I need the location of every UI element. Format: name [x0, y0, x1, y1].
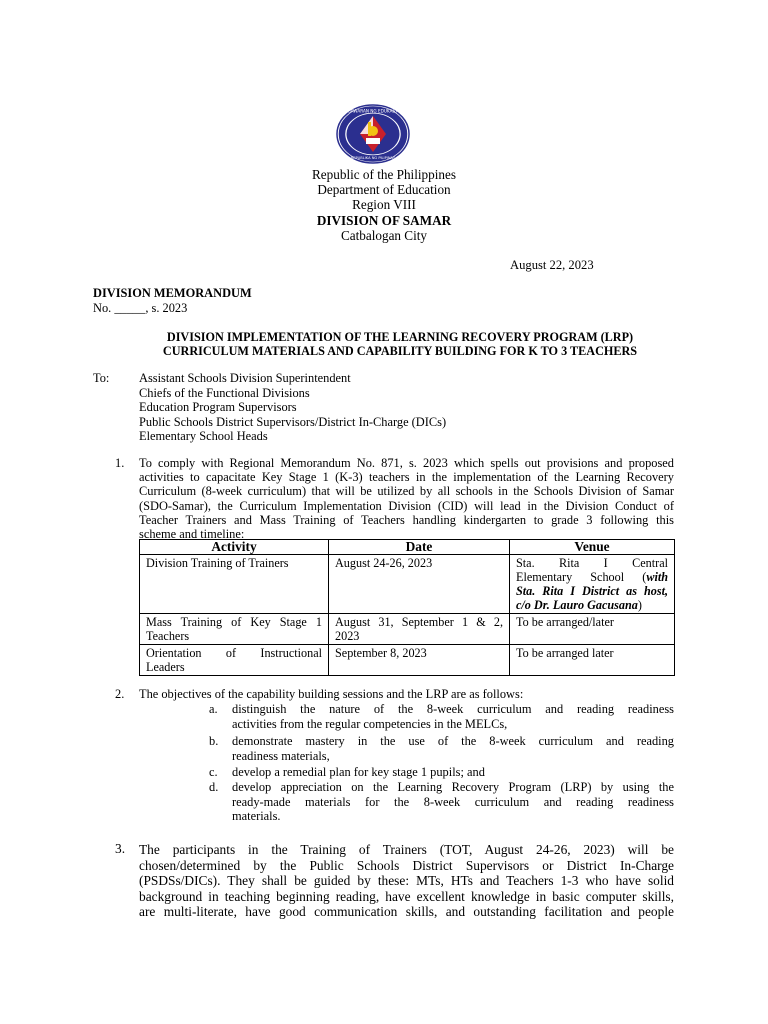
cell-text: Orientation of Instructional [146, 646, 322, 660]
paragraph-line: The participants in the Training of Trainers (TOT, August 24-26, 2023) will be [139, 842, 674, 857]
cell-text: September 8, 2023 [335, 646, 427, 660]
item-1-number: 1. [115, 456, 125, 470]
schedule-table [139, 539, 675, 676]
paragraph-line: background in teaching beginning reading, have excellent knowledge in basic computer skills, [139, 888, 674, 904]
paragraph-line: Curriculum (8-week curriculum) that will be utilized by all schools in the Schools Division of Samar [139, 484, 674, 499]
recipient-item: Assistant Schools Division Superintendent [139, 371, 351, 385]
paragraph-line: scheme and timeline: [139, 527, 245, 542]
objective-text [232, 765, 674, 780]
cell-text-italic: with [646, 570, 668, 584]
memo-date: August 22, 2023 [510, 258, 594, 272]
paragraph-line: activities to capacitate Key Stage 1 (K-3) teachers in the implementation of the Learning Recovery [139, 470, 674, 485]
objective-line: develop appreciation on the Learning Recovery Program (LRP) by using the [232, 780, 674, 794]
objective-line: develop a remedial plan for key stage 1 pupils; and [232, 765, 485, 779]
item-2-number: 2. [115, 687, 125, 701]
objective-letter: c. [209, 765, 218, 779]
cell-text: Division Training of Trainers [146, 556, 289, 570]
paragraph-line: chosen/determined by the Public Schools District Supervisors or District In-Charge [139, 857, 674, 873]
cell-text: Elementary School ( [516, 570, 647, 584]
cell-activity [140, 645, 329, 676]
cell-text: 2023 [335, 629, 360, 643]
cell-text-italic: c/o Dr. Lauro Gacusana [516, 598, 638, 612]
recipient-item: Public Schools District Supervisors/District In-Charge (DICs) [139, 414, 447, 429]
table-header-row [140, 540, 675, 555]
recipient-list [139, 371, 446, 444]
division-line: DIVISION OF SAMAR [316, 212, 452, 228]
cell-text-italic: Sta. Rita I District as host, [516, 584, 668, 598]
objective-line: ready-made materials for the 8-week curriculum and reading readiness [232, 794, 674, 809]
objective-text [232, 780, 674, 824]
header-date: Date [329, 540, 510, 555]
objective-letter: b. [209, 734, 219, 748]
objective-line: materials. [232, 809, 281, 824]
seal-lettering-bottom: REPUBLIKA NG PILIPINAS [350, 156, 396, 160]
memo-title: DIVISION MEMORANDUM [93, 286, 252, 300]
department-line: Department of Education [317, 182, 451, 198]
objective-letter: d. [209, 780, 219, 794]
cell-text: Teachers [146, 629, 190, 643]
paragraph-line: (SDO-Samar), the Curriculum Implementation Division (CID) will lead in the Division Conduct of [139, 498, 674, 513]
cell-date [329, 555, 510, 614]
subject-line-1: DIVISION IMPLEMENTATION OF THE LEARNING RECOVERY PROGRAM (LRP) [166, 330, 634, 344]
cell-text: To be arranged/later [516, 615, 614, 629]
recipient-item: Chiefs of the Functional Divisions [139, 385, 310, 400]
paragraph-line: are multi-literate, have good communication skills, and outstanding facilitation and people [139, 904, 674, 920]
header-venue: Venue [510, 540, 675, 555]
letterhead [0, 167, 768, 243]
cell-text-mixed [516, 598, 668, 612]
item-3-paragraph [139, 842, 674, 920]
item-1-paragraph [139, 456, 674, 541]
header-activity: Activity [140, 540, 329, 555]
table-row [140, 614, 675, 645]
objective-line: demonstrate mastery in the use of the 8-week curriculum and reading [232, 734, 674, 748]
item-3-number: 3. [115, 841, 126, 856]
cell-text: To be arranged later [516, 646, 614, 660]
subject-line-2: CURRICULUM MATERIALS AND CAPABILITY BUILDING FOR K TO 3 TEACHERS [162, 344, 638, 359]
cell-text-mixed [516, 570, 668, 584]
objective-text [232, 734, 674, 763]
cell-venue [510, 645, 675, 676]
cell-venue [510, 555, 675, 614]
paragraph-line: Teacher Trainers and Mass Training of Teachers handling kindergarten to grade 3 following this [139, 512, 674, 527]
cell-text: August 31, September 1 & 2, [335, 615, 503, 629]
table-row [140, 555, 675, 614]
cell-text: Leaders [146, 660, 185, 674]
objective-line: distinguish the nature of the 8-week curriculum and reading readiness [232, 702, 674, 716]
recipient-item: Education Program Supervisors [139, 400, 297, 415]
recipient-item: Elementary School Heads [139, 429, 268, 444]
cell-activity [140, 555, 329, 614]
city-line: Catbalogan City [340, 227, 428, 243]
memo-number: No. _____, s. 2023 [93, 301, 188, 315]
to-label: To: [93, 371, 110, 385]
memo-subject [100, 330, 700, 359]
deped-seal-icon [336, 104, 410, 164]
seal-lettering: KAGAWARAN NG EDUKASYON [342, 108, 404, 114]
cell-text: ) [637, 598, 642, 612]
paragraph-line: To comply with Regional Memorandum No. 871, s. 2023 which spells out provisions and proposed [139, 456, 674, 470]
region-line: Region VIII [352, 197, 416, 213]
item-2-intro: The objectives of the capability building sessions and the LRP are as follows: [139, 687, 524, 701]
cell-text: Mass Training of Key Stage 1 [146, 615, 322, 629]
cell-text: Sta. Rita I Central [516, 556, 668, 570]
objective-line: activities from the regular competencies in the MELCs, [232, 716, 508, 731]
objective-text [232, 702, 674, 731]
objective-line: readiness materials, [232, 748, 330, 763]
paragraph-line: (PSDSs/DICs). They shall be guided by these: MTs, HTs and Teachers 1-3 who have solid [139, 873, 674, 889]
table-row [140, 645, 675, 676]
cell-date [329, 645, 510, 676]
cell-activity [140, 614, 329, 645]
cell-date [329, 614, 510, 645]
objective-letter: a. [209, 702, 218, 716]
republic-line: Republic of the Philippines [312, 167, 456, 182]
cell-venue [510, 614, 675, 645]
cell-text: August 24-26, 2023 [335, 556, 433, 570]
